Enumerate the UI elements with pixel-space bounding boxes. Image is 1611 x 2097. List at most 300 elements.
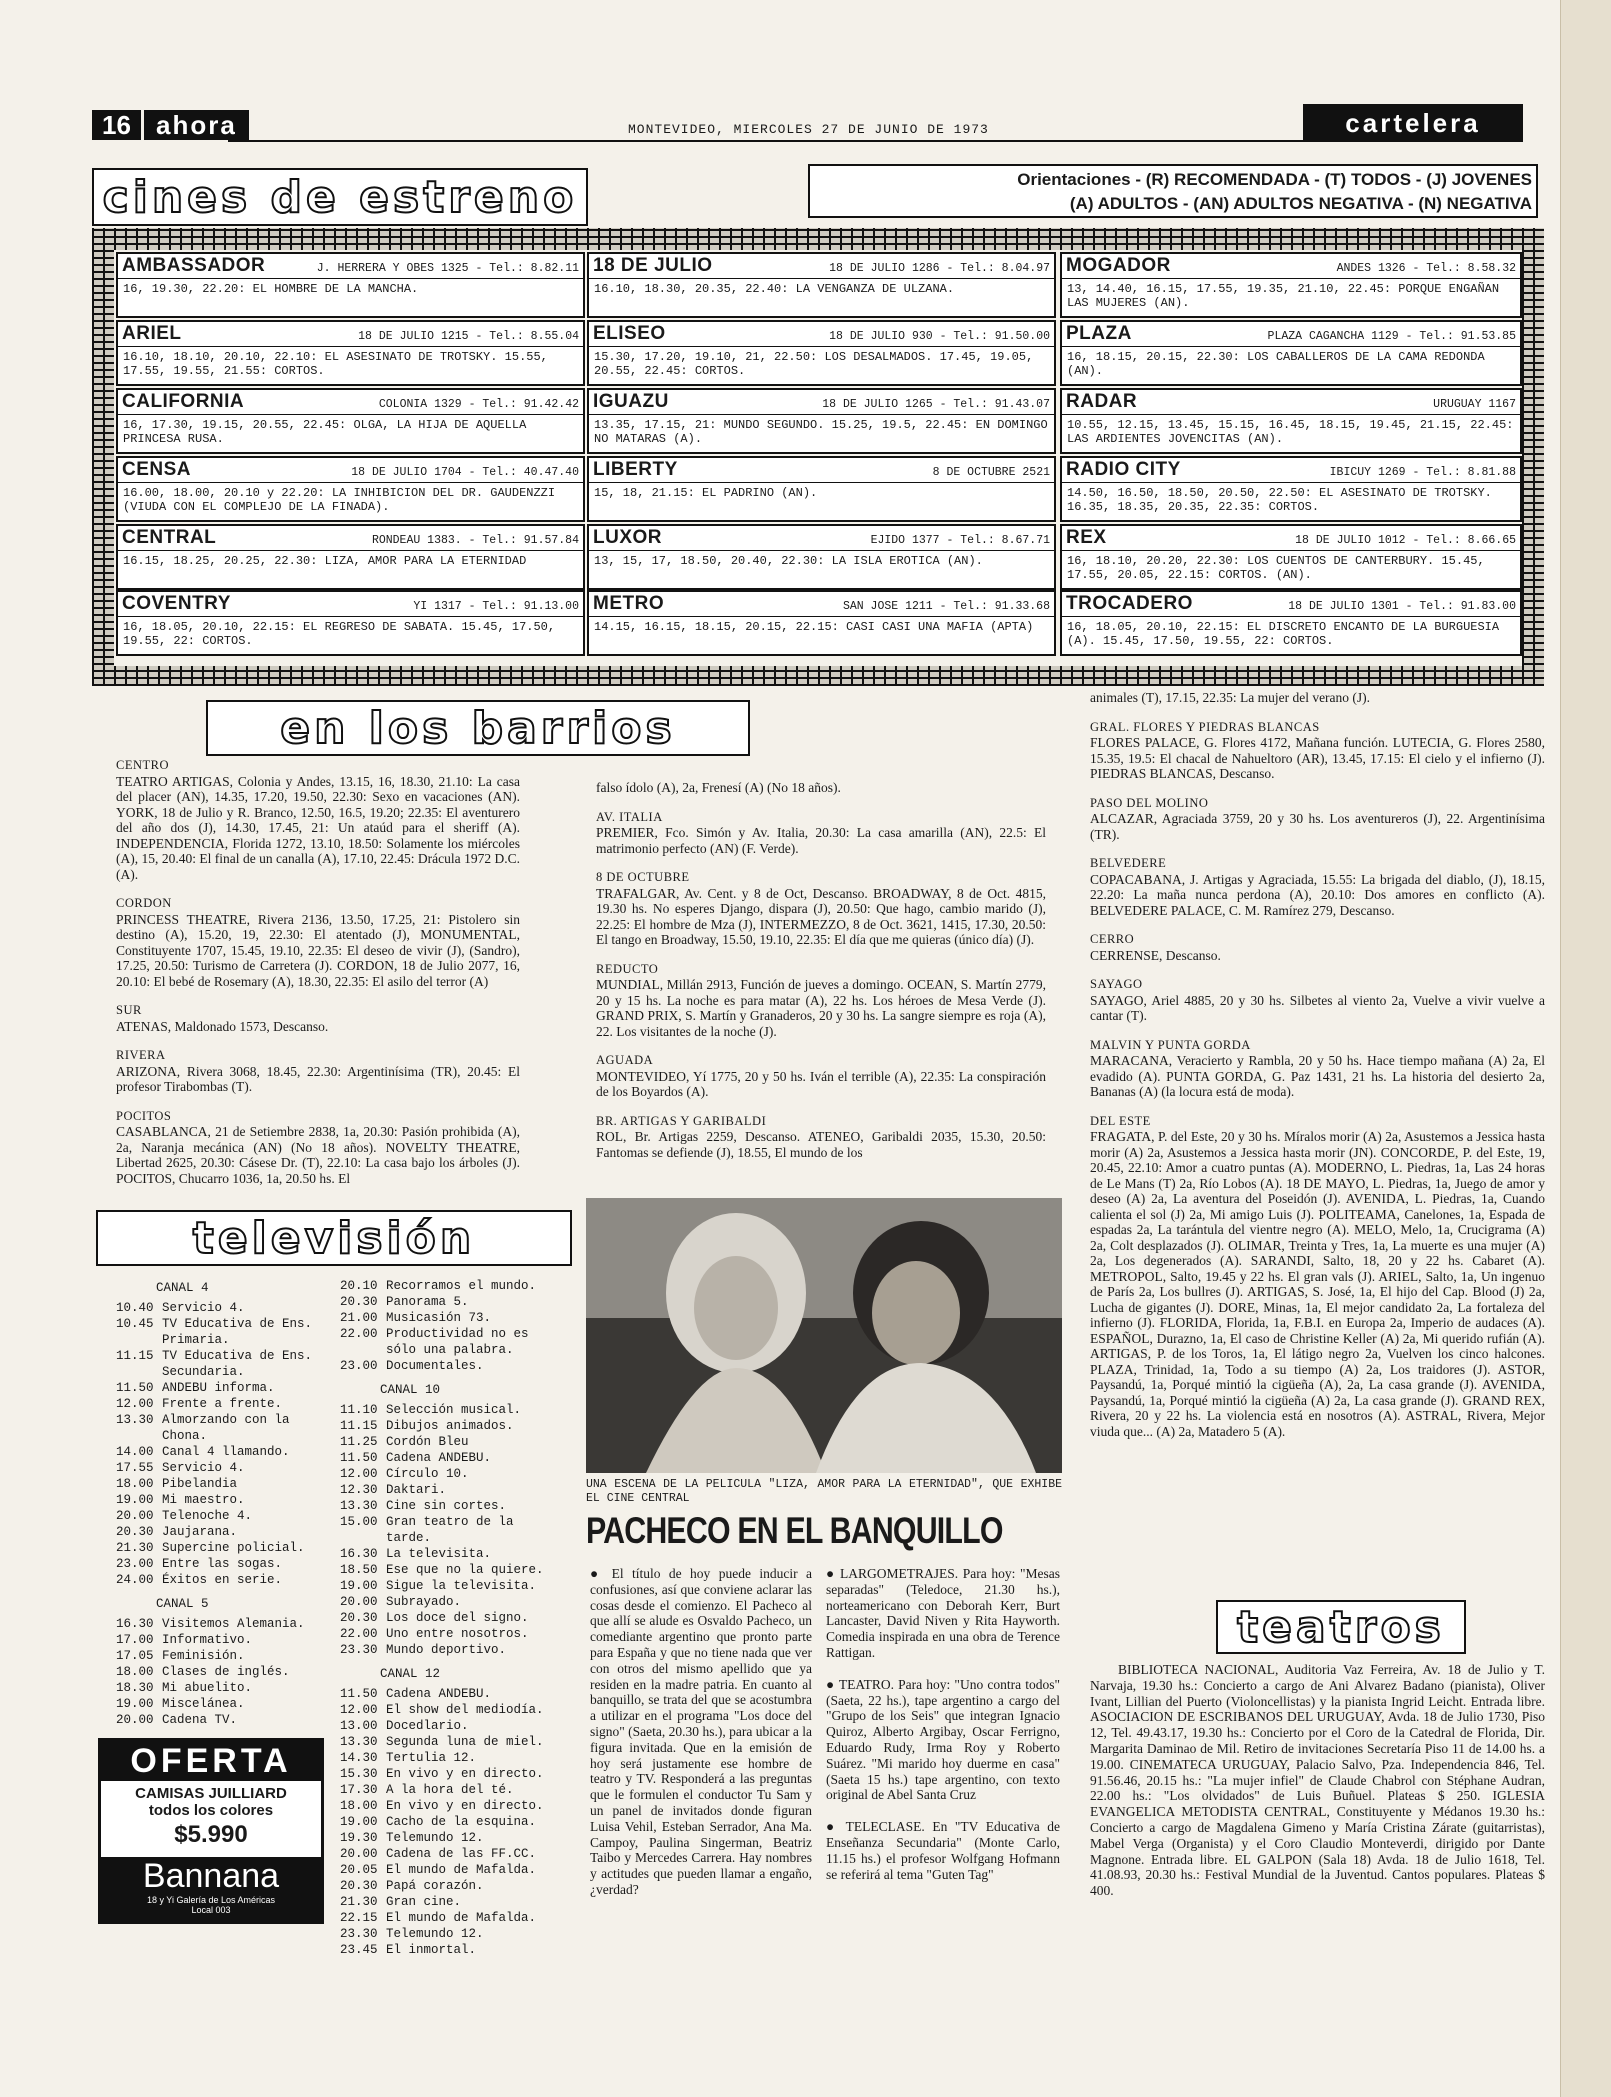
tv-program: Telemundo 12. xyxy=(386,1831,484,1845)
barrio-block xyxy=(1090,1038,1545,1100)
cine-showtimes: 16, 18.15, 20.15, 22.30: LOS CABALLEROS DE LA CAMA REDONDA (AN). xyxy=(1067,350,1485,378)
tv-time: 21.30 xyxy=(340,1895,378,1909)
barrio-block xyxy=(116,1109,520,1187)
cine-address: IBICUY 1269 - Tel.: 8.81.88 xyxy=(1329,466,1516,479)
tv-time: 22.00 xyxy=(340,1627,378,1641)
tv-listing xyxy=(116,1492,321,1508)
tv-time: 15.00 xyxy=(340,1515,378,1529)
teatro-text: TEATRO. Para hoy: "Uno contra todos" (Saeta, 22 hs.), tape argentino a cargo del "Grupo de los Seis" que integran Ignacio Quiroz, Alberto Argibay, Oscar Ferrigno, Eduardo Rudy, Irma Roy y Roberto Suárez. "Mi marido hoy duerme en casa" (Saeta 15 hs.) tape argentino, con texto original de Abel Santa Cruz xyxy=(826,1676,1060,1803)
cine-showtimes: 16.10, 18.30, 20.35, 22.40: LA VENGANZA DE ULZANA. xyxy=(594,282,955,296)
cine-name: PLAZA xyxy=(1066,323,1132,344)
bullet-icon: ● xyxy=(826,1676,835,1692)
cine-ariel xyxy=(116,320,585,386)
tv-listing xyxy=(340,1942,550,1958)
tv-time: 19.30 xyxy=(340,1831,378,1845)
tv-listing xyxy=(340,1766,550,1782)
barrio-text: ALCAZAR, Agraciada 3759, 20 y 30 hs. Los aventureros (J), 22. Argentinísima (TR). xyxy=(1090,811,1545,842)
tv-program: El inmortal. xyxy=(386,1943,477,1957)
tv-time: 13.00 xyxy=(340,1719,378,1733)
cine-address: COLONIA 1329 - Tel.: 91.42.42 xyxy=(378,398,579,411)
barrio-block xyxy=(1090,856,1545,918)
dateline: MONTEVIDEO, MIERCOLES 27 DE JUNIO DE 1973 xyxy=(628,122,989,137)
cine-name: COVENTRY xyxy=(122,593,231,614)
tv-time: 21.30 xyxy=(116,1541,154,1555)
tv-listing xyxy=(340,1642,550,1658)
cine-name: RADAR xyxy=(1066,391,1138,412)
cine-name: ARIEL xyxy=(122,323,182,344)
barrio-text: MARACANA, Veracierto y Rambla, 20 y 50 hs. Hace tiempo mañana (A) 2a, El evadido (A). PUNTA GORDA, G. Paz 1431, 21 hs. La historia del desierto 2a, Bananas (A) (la locura está de moda). xyxy=(1090,1053,1545,1099)
cine-address: 18 DE JULIO 1215 - Tel.: 8.55.04 xyxy=(358,330,579,343)
tv-listing xyxy=(340,1514,550,1546)
cine-name: TROCADERO xyxy=(1066,593,1193,614)
tv-time: 11.15 xyxy=(116,1349,154,1363)
tv-time: 23.00 xyxy=(116,1557,154,1571)
tv-program: Panorama 5. xyxy=(386,1295,469,1309)
tv-listing xyxy=(340,1310,550,1326)
photo-caption: UNA ESCENA DE LA PELICULA "LIZA, AMOR PARA LA ETERNIDAD", QUE EXHIBE EL CINE CENTRAL xyxy=(586,1478,1062,1505)
tv-time: 18.00 xyxy=(116,1665,154,1679)
tv-program: Cadena TV. xyxy=(162,1713,238,1727)
tv-time: 11.50 xyxy=(340,1687,378,1701)
cine-luxor xyxy=(587,524,1056,590)
tv-listing xyxy=(340,1498,550,1514)
tv-time: 18.00 xyxy=(116,1477,154,1491)
canal-4-label: CANAL 4 xyxy=(156,1281,209,1295)
tv-time: 11.50 xyxy=(340,1451,378,1465)
tv-listing xyxy=(340,1610,550,1626)
feature-column-right xyxy=(826,1566,1060,1882)
tv-listing xyxy=(116,1712,321,1728)
cine-address: URUGUAY 1167 xyxy=(1433,398,1516,411)
tv-program: Informativo. xyxy=(162,1633,253,1647)
orientaciones-line-2: (A) ADULTOS - (AN) ADULTOS NEGATIVA - (N) NEGATIVA xyxy=(1069,194,1532,213)
barrio-heading: DEL ESTE xyxy=(1090,1113,1151,1128)
canal-10-label: CANAL 10 xyxy=(380,1383,441,1397)
tv-time: 18.50 xyxy=(340,1563,378,1577)
tv-program: Almorzando con la Chona. xyxy=(162,1413,290,1443)
tv-program: Cacho de la esquina. xyxy=(386,1815,537,1829)
tv-time: 12.00 xyxy=(340,1703,378,1717)
feature-column-left xyxy=(590,1566,812,1898)
barrio-text: PRINCESS THEATRE, Rivera 2136, 13.50, 17.25, 21: Pistolero sin destino (A), 15.20, 19, 22.30: El atentado (J), MONUMENTAL, Constituyente 1707, 15.45, 19.10, 22.35: El deseo de vivir (J), (Sandro), 17.25, 20.50: Turismo de Carretera (J). CORDON, 18 de Julio 2077, 16, 20.10: El bebé de Rosemary (A), 18.30, 22.35: El asilo del terror (A) xyxy=(116,911,520,989)
tv-listing xyxy=(340,1358,550,1374)
tv-listing xyxy=(340,1798,550,1814)
orientaciones-line-1: Orientaciones - (R) RECOMENDADA - (T) TODOS - (J) JOVENES xyxy=(1017,170,1532,189)
tv-time: 13.30 xyxy=(340,1499,378,1513)
tv-program: Frente a frente. xyxy=(162,1397,283,1411)
barrio-block xyxy=(596,1114,1046,1161)
tv-time: 11.10 xyxy=(340,1403,378,1417)
barrio-text: COPACABANA, J. Artigas y Agraciada, 15.55: La brigada del diablo, (J), 18.15, 22.20: La maña nunca perdona (A), 20.10: Dos amores en conflicto (A). BELVEDERE PALACE, C. M. Ramírez 279, Descanso. xyxy=(1090,871,1545,918)
cine-censa xyxy=(116,456,585,522)
tv-program: Cadena ANDEBU. xyxy=(386,1687,492,1701)
tv-time: 13.30 xyxy=(116,1413,154,1427)
tv-time: 11.50 xyxy=(116,1381,154,1395)
tv-time: 19.00 xyxy=(340,1579,378,1593)
en-los-barrios-banner: en los barrios xyxy=(206,700,750,756)
cine-showtimes: 16, 19.30, 22.20: EL HOMBRE DE LA MANCHA. xyxy=(123,282,419,296)
tv-time: 16.30 xyxy=(116,1617,154,1631)
feature-left-text: El título de hoy puede inducir a confusiones, así que conviene aclarar las cosas desde el comienzo. El Pacheco al que allí se alude es Osvaldo Pacheco, un comediante argentino que pronto parte para España y que no tiene nada que ver con otros del mismo apellido que ya residen en la madre patria. En cuanto al banquillo, se trata del que se acostumbra a utilizar en el programa "Los doce del signo" (Saeta, 20.30 hs.), para ubicar a la figura invitada. Que en la emisión de hoy será justamente ese hombre de teatro y TV. Responderá a las preguntas que le formulen el conductor Tu Sam y un panel de invitados donde figuran Luisa Vehil, Esteban Serrador, Ana Ma. Campoy, Paulina Singerman, Beatriz Taibo y Mercedes Carrera. Hay nombres y actitudes que pueden llamar a engaño, ¿verdad? xyxy=(590,1566,812,1897)
cine-address: SAN JOSE 1211 - Tel.: 91.33.68 xyxy=(842,600,1050,613)
section-title: cartelera xyxy=(1303,104,1523,142)
orientaciones-box xyxy=(808,164,1538,218)
tv-listing xyxy=(340,1734,550,1750)
tv-program: Cadena de las FF.CC. xyxy=(386,1847,537,1861)
cine-metro xyxy=(587,590,1056,656)
barrio-block xyxy=(1090,977,1545,1024)
tv-listing xyxy=(116,1616,321,1632)
cine-name: AMBASSADOR xyxy=(122,255,266,276)
cine-address: ANDES 1326 - Tel.: 8.58.32 xyxy=(1336,262,1516,275)
cine-eliseo xyxy=(587,320,1056,386)
tv-listing xyxy=(340,1894,550,1910)
canal-12-label: CANAL 12 xyxy=(380,1667,441,1681)
tv-listing xyxy=(116,1508,321,1524)
tv-program: Servicio 4. xyxy=(162,1301,245,1315)
tv-time: 20.10 xyxy=(340,1279,378,1293)
tv-listing xyxy=(116,1540,321,1556)
cine-ambassador xyxy=(116,252,585,318)
barrio-block xyxy=(596,962,1046,1040)
tv-program: Entre las sogas. xyxy=(162,1557,283,1571)
tv-program: TV Educativa de Ens. Secundaria. xyxy=(162,1349,313,1379)
tv-program: Jaujarana. xyxy=(162,1525,238,1539)
barrio-text: SAYAGO, Ariel 4885, 20 y 30 hs. Silbetes al viento 2a, Vuelve a vivir vuelve a cantar (T). xyxy=(1090,992,1545,1023)
tv-program: Productividad no es sólo una palabra. xyxy=(386,1327,529,1357)
barrio-text: animales (T), 17.15, 22.35: La mujer del verano (J). xyxy=(1090,690,1371,705)
tv-time: 17.05 xyxy=(116,1649,154,1663)
cine-address: PLAZA CAGANCHA 1129 - Tel.: 91.53.85 xyxy=(1267,330,1516,343)
tv-listing xyxy=(340,1418,550,1434)
cine-address: 18 DE JULIO 930 - Tel.: 91.50.00 xyxy=(829,330,1050,343)
ad-oferta: OFERTA xyxy=(101,1741,321,1781)
tv-program: Feminisión. xyxy=(162,1649,245,1663)
tv-time: 19.00 xyxy=(340,1815,378,1829)
tv-program: TV Educativa de Ens. Primaria. xyxy=(162,1317,313,1347)
tv-time: 23.45 xyxy=(340,1943,378,1957)
tv-listing xyxy=(116,1632,321,1648)
barrio-block xyxy=(116,758,520,882)
cine-showtimes: 14.15, 16.15, 18.15, 20.15, 22.15: CASI CASI UNA MAFIA (APTA) xyxy=(594,620,1034,634)
tv-listing xyxy=(116,1380,321,1396)
cine-address: 8 DE OCTUBRE 2521 xyxy=(932,466,1050,479)
tv-listing xyxy=(340,1546,550,1562)
barrio-block xyxy=(116,896,520,989)
cine-liberty xyxy=(587,456,1056,522)
tv-program: En vivo y en directo. xyxy=(386,1799,544,1813)
barrio-block xyxy=(116,1048,520,1095)
tv-time: 17.55 xyxy=(116,1461,154,1475)
teatros-text: BIBLIOTECA NACIONAL, Auditoria Vaz Ferreira, Av. 18 de Julio y T. Narvaja, 19.30 hs.: Concierto a cargo de Ani Alvarez Badano (pianista), Oliver Ivant, Lillian del Puerto (Violoncellistas) y la pianista Ingrid Leicht. Entrada libre. ASOCIACION DE ESCRIBANOS DEL URUGUAY, Avda. 18 de Julio 1730, Piso 12, Tel. 49.43.17, 19.30 hs.: Concierto por el Coro de la Catedral de Florida, Dir. Margarita Daminao de Mil. Retiro de invitaciones Secretaría Piso 11 de 14.00 hs. a 19.00. CINEMATECA URUGUAY, Palacio Salvo, Pza. Independencia 846, Tel. 91.56.46, 20.15 hs.: "La mujer infiel" de Claude Chabrol con Stéphane Audran, 22.00 hs.: "Los olvidados" de Luis Buñuel. Plateas $ 250. IGLESIA EVANGELICA METODISTA CENTRAL, Constituyente y Médanos 19.30 hs.: Concierto a cargo de Magdalena Gimeno y María Cristina Zárate (guitarristas), Mabel Verga (Organista) y el Coro Claudio Monteverdi, dirigido por Dante Magnone. Entrada libre. EL GALPON (Sala 18) Avda. 18 de Julio 1618, Tel. 41.08.93, 20.30 hs.: Festival Mundial de la Juventud. Cantos populares. Plateas $ 400. xyxy=(1090,1662,1545,1899)
tv-time: 11.15 xyxy=(340,1419,378,1433)
barrio-heading: REDUCTO xyxy=(596,961,659,976)
tv-program: Supercine policial. xyxy=(162,1541,305,1555)
tv-listing xyxy=(340,1910,550,1926)
barrio-heading: 8 DE OCTUBRE xyxy=(596,870,690,884)
barrio-block xyxy=(1090,1114,1545,1440)
cines-de-estreno-banner: cines de estreno xyxy=(92,168,588,226)
cine-address: EJIDO 1377 - Tel.: 8.67.71 xyxy=(870,534,1050,547)
cine-name: IGUAZU xyxy=(593,391,669,412)
tv-listing xyxy=(116,1476,321,1492)
tv-program: Segunda luna de miel. xyxy=(386,1735,544,1749)
tv-program: Telenoche 4. xyxy=(162,1509,253,1523)
barrio-heading: BR. ARTIGAS Y GARIBALDI xyxy=(596,1113,767,1128)
tv-time: 21.00 xyxy=(340,1311,378,1325)
barrio-block xyxy=(1090,690,1545,706)
barrios-column-2 xyxy=(596,780,1046,1174)
canal-5-label: CANAL 5 xyxy=(156,1597,209,1611)
tv-listing xyxy=(340,1326,550,1358)
cine-showtimes: 16, 17.30, 19.15, 20.55, 22.45: OLGA, LA HIJA DE AQUELLA PRINCESA RUSA. xyxy=(123,418,527,446)
tv-listing xyxy=(340,1482,550,1498)
cine-showtimes: 14.50, 16.50, 18.50, 20.50, 22.50: EL ASESINATO DE TROTSKY. 16.35, 18.35, 20.35, 22.35: CORTOS. xyxy=(1067,486,1492,514)
tv-listing xyxy=(116,1696,321,1712)
cine-name: ELISEO xyxy=(593,323,666,344)
tv-time: 20.30 xyxy=(340,1879,378,1893)
tv-program: Daktari. xyxy=(386,1483,447,1497)
tv-program: Círculo 10. xyxy=(386,1467,469,1481)
page-number: 16 xyxy=(92,110,141,140)
barrio-text: TEATRO ARTIGAS, Colonia y Andes, 13.15, 16, 18.30, 21.10: La casa del placer (AN), 14.35, 17.20, 19.50, 22.30: Sexo en vacaciones (AN). YORK, 18 de Julio y R. Branco, 12.50, 16.5, 19.20; 22.35: El aventurero del año dos (J), 14.30, 17.45, 21: Un ataúd para el sheriff (A). INDEPENDENCIA, Florida 1272, 13.10, 18.50: Solamente los miércoles (A), 15, 20.40: El final de un canalla (A), 17.10, 22.45: Drácula 1972 D.C. (A). xyxy=(116,773,520,882)
tv-listing xyxy=(340,1926,550,1942)
tv-program: Musicasión 73. xyxy=(386,1311,492,1325)
cine-california xyxy=(116,388,585,454)
cine-name: LIBERTY xyxy=(593,459,678,480)
barrio-text: MONTEVIDEO, Yí 1775, 20 y 50 hs. Iván el terrible (A), 22.35: La conspiración de los Boyardos (A). xyxy=(596,1068,1046,1099)
tv-program: Dibujos animados. xyxy=(386,1419,514,1433)
tv-listing xyxy=(116,1444,321,1460)
tv-listing xyxy=(116,1396,321,1412)
cine-name: MOGADOR xyxy=(1066,255,1171,276)
page-header xyxy=(88,108,1548,142)
cine-18-de-julio xyxy=(587,252,1056,318)
tv-program: Los doce del signo. xyxy=(386,1611,529,1625)
barrio-heading: POCITOS xyxy=(116,1108,172,1123)
cine-showtimes: 16.15, 18.25, 20.25, 22.30: LIZA, AMOR PARA LA ETERNIDAD xyxy=(123,554,527,568)
tv-time: 10.45 xyxy=(116,1317,154,1331)
tv-program: Servicio 4. xyxy=(162,1461,245,1475)
tv-listing xyxy=(340,1450,550,1466)
feature-headline: PACHECO EN EL BANQUILLO xyxy=(586,1510,1003,1551)
cine-showtimes: 16, 18.05, 20.10, 22.15: EL DISCRETO ENCANTO DE LA BURGUESIA (A). 15.45, 17.50, 19.55, 22: CORTOS. xyxy=(1067,620,1500,648)
tv-program: Mi abuelito. xyxy=(162,1681,253,1695)
cine-name: CENTRAL xyxy=(122,527,217,548)
tv-time: 15.30 xyxy=(340,1767,378,1781)
tv-program: Pibelandia xyxy=(162,1477,238,1491)
tv-listing xyxy=(116,1460,321,1476)
tv-program: Recorramos el mundo. xyxy=(386,1279,537,1293)
cine-address: YI 1317 - Tel.: 91.13.00 xyxy=(413,600,579,613)
cine-radar xyxy=(1060,388,1522,454)
tv-program: Cine sin cortes. xyxy=(386,1499,507,1513)
barrio-block xyxy=(1090,796,1545,843)
tv-program: En vivo y en directo. xyxy=(386,1767,544,1781)
tv-column-right xyxy=(340,1278,550,1958)
ad-line-1: CAMISAS JUILLIARD xyxy=(135,1785,287,1802)
barrio-heading: GRAL. FLORES Y PIEDRAS BLANCAS xyxy=(1090,719,1320,734)
barrio-text: falso ídolo (A), 2a, Frenesí (A) (No 18 años). xyxy=(596,780,841,795)
cine-showtimes: 16.00, 18.00, 20.10 y 22.20: LA INHIBICION DEL DR. GAUDENZZI (VIUDA CON EL COMPLEJO DE LA FINADA). xyxy=(123,486,556,514)
tv-program: Uno entre nosotros. xyxy=(386,1627,529,1641)
cine-central xyxy=(116,524,585,590)
tv-listing xyxy=(340,1830,550,1846)
tv-time: 14.00 xyxy=(116,1445,154,1459)
tv-time: 20.00 xyxy=(116,1509,154,1523)
tv-listing xyxy=(340,1562,550,1578)
page-edge xyxy=(1560,0,1611,2097)
cine-address: J. HERRERA Y OBES 1325 - Tel.: 8.82.11 xyxy=(316,262,579,275)
tv-listing xyxy=(116,1316,321,1348)
tv-listing xyxy=(340,1402,550,1418)
barrio-text: ARIZONA, Rivera 3068, 18.45, 22.30: Argentinísima (TR), 20.45: El profesor Tirabombas (T). xyxy=(116,1063,520,1094)
tv-time: 20.30 xyxy=(116,1525,154,1539)
ad-local: Local 003 xyxy=(191,1905,231,1915)
tv-time: 22.15 xyxy=(340,1911,378,1925)
cine-trocadero xyxy=(1060,590,1522,656)
tv-program: El show del mediodía. xyxy=(386,1703,544,1717)
tv-program: Mundo deportivo. xyxy=(386,1643,507,1657)
tv-listing xyxy=(340,1782,550,1798)
tv-listing xyxy=(116,1412,321,1444)
cine-showtimes: 16.10, 18.10, 20.10, 22.10: EL ASESINATO DE TROTSKY. 15.55, 17.55, 19.55, 21.55: CORTOS. xyxy=(123,350,548,378)
cine-coventry xyxy=(116,590,585,656)
tv-listing xyxy=(116,1664,321,1680)
ad-line-2: todos los colores xyxy=(148,1802,274,1819)
tv-time: 11.25 xyxy=(340,1435,378,1449)
tv-program: Visitemos Alemania. xyxy=(162,1617,305,1631)
cine-name: LUXOR xyxy=(593,527,662,548)
tv-listing xyxy=(116,1300,321,1316)
tv-program: El mundo de Mafalda. xyxy=(386,1863,537,1877)
tv-time: 23.30 xyxy=(340,1927,378,1941)
tv-time: 23.00 xyxy=(340,1359,378,1373)
cine-mogador xyxy=(1060,252,1522,318)
tv-program: Papá corazón. xyxy=(386,1879,484,1893)
barrio-heading: RIVERA xyxy=(116,1048,166,1062)
barrio-block xyxy=(596,870,1046,948)
tv-listing xyxy=(340,1294,550,1310)
barrio-heading: MALVIN Y PUNTA GORDA xyxy=(1090,1037,1251,1052)
tv-listing xyxy=(340,1594,550,1610)
cine-showtimes: 15, 18, 21.15: EL PADRINO (AN). xyxy=(594,486,818,500)
cine-name: METRO xyxy=(593,593,665,614)
barrio-heading: PASO DEL MOLINO xyxy=(1090,795,1209,810)
tv-program: Tertulia 12. xyxy=(386,1751,477,1765)
tv-program: Mi maestro. xyxy=(162,1493,245,1507)
cine-showtimes: 13, 15, 17, 18.50, 20.40, 22.30: LA ISLA EROTICA (AN). xyxy=(594,554,983,568)
cine-showtimes: 10.55, 12.15, 13.45, 15.15, 16.45, 18.15, 19.45, 21.15, 22.45: LAS ARDIENTES JOVENCITAS (AN). xyxy=(1067,418,1514,446)
cine-address: 18 DE JULIO 1704 - Tel.: 40.47.40 xyxy=(351,466,579,479)
tv-time: 16.30 xyxy=(340,1547,378,1561)
ad-address: 18 y Yi Galería de Los Américas xyxy=(146,1895,276,1905)
tv-time: 18.30 xyxy=(116,1681,154,1695)
tv-listing xyxy=(340,1434,550,1450)
barrio-heading: BELVEDERE xyxy=(1090,856,1167,870)
tv-program: Gran teatro de la tarde. xyxy=(386,1515,514,1545)
barrios-column-1 xyxy=(116,758,520,1200)
tv-time: 10.40 xyxy=(116,1301,154,1315)
tv-time: 20.00 xyxy=(340,1595,378,1609)
tv-time: 18.00 xyxy=(340,1799,378,1813)
television-banner: televisión xyxy=(96,1210,572,1266)
tv-program: Gran cine. xyxy=(386,1895,462,1909)
tv-listing xyxy=(116,1648,321,1664)
tv-program: Miscelánea. xyxy=(162,1697,245,1711)
barrio-text: CASABLANCA, 21 de Setiembre 2838, 1a, 20.30: Pasión prohibida (A), 2a, Naranja mecánica (AN) (No 18 años). NOVELTY THEATRE, Libertad 2625, 20.30: Cásese Dr. (T), 22.10: La casa bajo los árboles (J). POCITOS, Chucarro 1036, 1a, 20.50 hs. El xyxy=(116,1124,520,1186)
barrio-heading: AV. ITALIA xyxy=(596,809,663,824)
tv-listing xyxy=(340,1578,550,1594)
tv-time: 12.30 xyxy=(340,1483,378,1497)
bullet-icon: ● xyxy=(826,1819,839,1835)
barrio-text: PREMIER, Fco. Simón y Av. Italia, 20.30: La casa amarilla (AN), 22.5: El matrimonio perfecto (AN) (F. Verde). xyxy=(596,825,1046,856)
barrio-text: ATENAS, Maldonado 1573, Descanso. xyxy=(116,1018,329,1034)
tv-program: A la hora del té. xyxy=(386,1783,514,1797)
barrio-heading: SAYAGO xyxy=(1090,977,1143,991)
tv-program: Selección musical. xyxy=(386,1403,522,1417)
tv-time: 17.00 xyxy=(116,1633,154,1647)
cine-name: CALIFORNIA xyxy=(122,391,245,412)
tv-program: El mundo de Mafalda. xyxy=(386,1911,537,1925)
tv-listing xyxy=(340,1626,550,1642)
tv-program: Clases de inglés. xyxy=(162,1665,290,1679)
tv-listing xyxy=(340,1750,550,1766)
tv-listing xyxy=(340,1278,550,1294)
teatros-banner: teatros xyxy=(1216,1600,1466,1654)
barrio-block xyxy=(596,810,1046,857)
tv-listing xyxy=(116,1348,321,1380)
cine-name: CENSA xyxy=(122,459,192,480)
barrio-block xyxy=(596,780,1046,796)
tv-time: 20.30 xyxy=(340,1295,378,1309)
cine-showtimes: 15.30, 17.20, 19.10, 21, 22.50: LOS DESALMADOS. 17.45, 19.05, 20.55, 22.45: CORTOS. xyxy=(594,350,1034,378)
ad-brand: Bannana xyxy=(142,1857,280,1895)
cine-showtimes: 16, 18.10, 20.20, 22.30: LOS CUENTOS DE CANTERBURY. 15.45, 17.55, 20.05, 22.15: CORTOS. (AN). xyxy=(1067,554,1485,582)
tv-time: 20.30 xyxy=(340,1611,378,1625)
tv-time: 13.30 xyxy=(340,1735,378,1749)
cine-address: 18 DE JULIO 1012 - Tel.: 8.66.65 xyxy=(1295,534,1516,547)
tv-listing xyxy=(340,1702,550,1718)
tv-time: 20.00 xyxy=(340,1847,378,1861)
tv-listing xyxy=(340,1862,550,1878)
cine-showtimes: 13.35, 17.15, 21: MUNDO SEGUNDO. 15.25, 19.5, 22.45: EN DOMINGO NO MATARAS (A). xyxy=(594,418,1048,446)
barrio-heading: CENTRO xyxy=(116,758,169,772)
barrio-block xyxy=(1090,720,1545,782)
tv-program: Éxitos en serie. xyxy=(162,1573,283,1587)
tv-listing xyxy=(340,1846,550,1862)
bullet-icon: ● xyxy=(590,1566,604,1581)
barrio-heading: CERRO xyxy=(1090,932,1135,946)
tv-time: 23.30 xyxy=(340,1643,378,1657)
barrio-text: MUNDIAL, Millán 2913, Función de jueves a domingo. OCEAN, S. Martín 2779, 20 y 15 hs. La noche es para matar (A), 22 hs. Los héroes de Mesa Verde (J). GRAND PRIX, S. Martín y Granaderos, 20 y 30 hs. La sangre siempre es roja (A), 22. Los visitantes de la noche (J). xyxy=(596,977,1046,1039)
tv-time: 22.00 xyxy=(340,1327,378,1341)
tv-time: 19.00 xyxy=(116,1493,154,1507)
cine-rex xyxy=(1060,524,1522,590)
tv-listing xyxy=(340,1718,550,1734)
tv-time: 12.00 xyxy=(116,1397,154,1411)
cine-name: RADIO CITY xyxy=(1066,459,1181,480)
cine-showtimes: 13, 14.40, 16.15, 17.55, 19.35, 21.10, 22.45: PORQUE ENGAÑAN LAS MUJERES (AN). xyxy=(1067,282,1500,310)
barrio-text: FLORES PALACE, G. Flores 4172, Mañana función. LUTECIA, G. Flores 2580, 15.35, 19.5: El chacal de Nahueltoro (AR), 13.45, 17.15: El cielo y el infierno (J). PIEDRAS BLANCAS, Descanso. xyxy=(1090,735,1545,781)
ad-price: $5.990 xyxy=(174,1821,248,1848)
tv-listing xyxy=(116,1556,321,1572)
barrio-text: ROL, Br. Artigas 2259, Descanso. ATENEO, Garibaldi 2035, 15.30, 20.50: Fantomas se defiende (J), 18.55, El mundo de los xyxy=(596,1129,1046,1160)
tv-time: 14.30 xyxy=(340,1751,378,1765)
cine-address: 18 DE JULIO 1265 - Tel.: 91.43.07 xyxy=(822,398,1050,411)
tv-listing xyxy=(116,1524,321,1540)
barrio-block xyxy=(1090,932,1545,963)
